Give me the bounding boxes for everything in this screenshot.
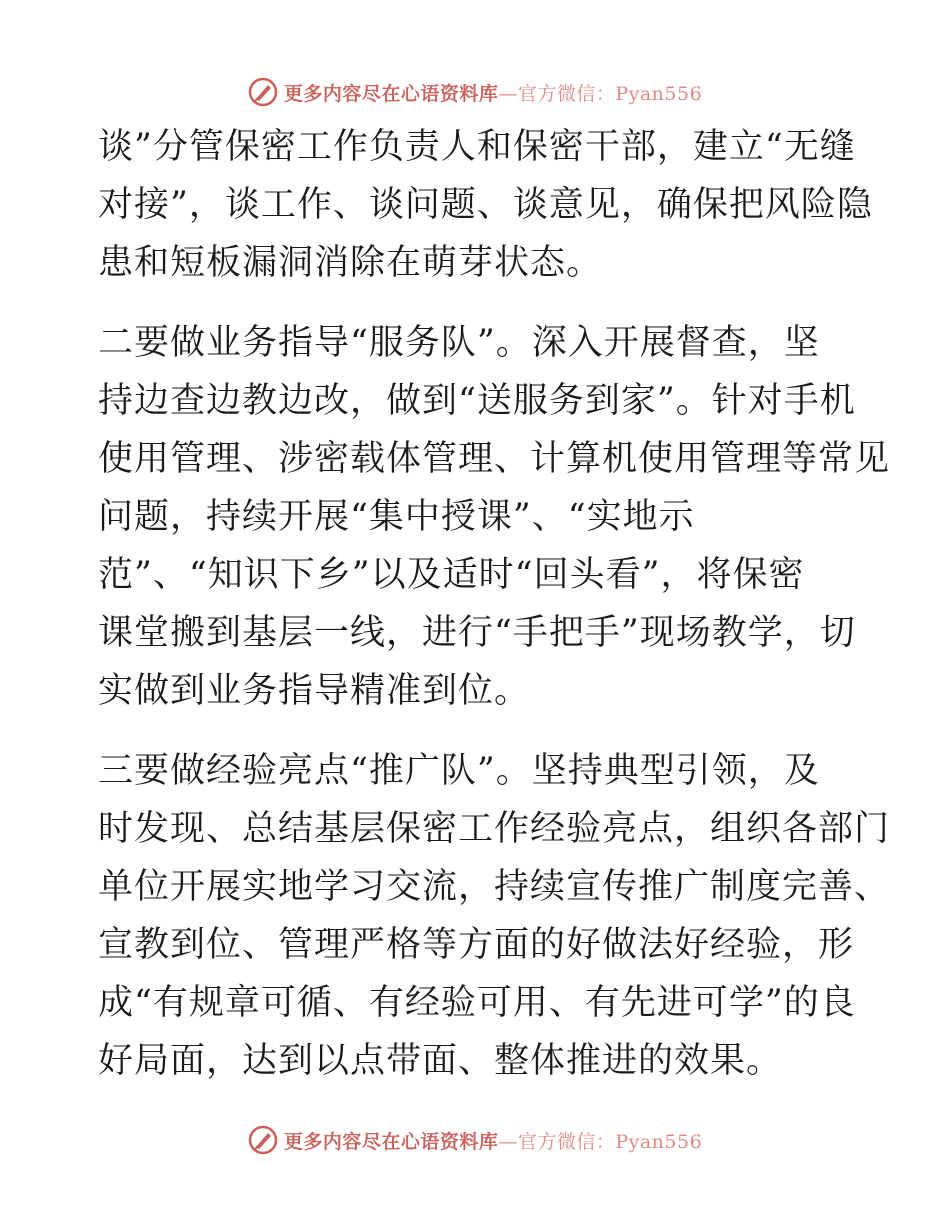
banner-wechat: —官方微信：Pyan556 xyxy=(498,1130,703,1153)
banner-site-name: 更多内容尽在心语资料库 xyxy=(283,82,499,105)
text-line: 时发现、总结基层保密工作经验亮点，组织各部门 xyxy=(98,809,891,849)
paragraph-1 xyxy=(98,118,873,292)
paragraph-2 xyxy=(98,314,891,720)
text-line: 范”、“知识下乡”以及适时“回头看”，将保密 xyxy=(98,555,805,595)
text-line: 课堂搬到基层一线，进行“手把手”现场教学，切 xyxy=(98,613,856,653)
quill-logo-icon xyxy=(248,77,278,107)
text-line: 三要做经验亮点“推广队”。坚持典型引领，及 xyxy=(98,751,820,791)
text-line: 实做到业务指导精准到位。 xyxy=(98,671,531,711)
text-line: 成“有规章可循、有经验可用、有先进可学”的良 xyxy=(98,983,856,1023)
header-banner xyxy=(0,72,950,112)
text-line: 宣教到位、管理严格等方面的好做法好经验，形 xyxy=(98,925,855,965)
banner-site-name: 更多内容尽在心语资料库 xyxy=(283,1130,499,1153)
text-line: 问题，持续开展“集中授课”、“实地示 xyxy=(98,497,695,537)
text-line: 患和短板漏洞消除在萌芽状态。 xyxy=(98,243,603,283)
document-body xyxy=(98,118,891,1090)
text-line: 持边查边教边改，做到“送服务到家”。针对手机 xyxy=(98,381,856,421)
quill-logo-icon xyxy=(248,1125,278,1155)
text-line: 单位开展实地学习交流，持续宣传推广制度完善、 xyxy=(98,867,891,907)
text-line: 好局面，达到以点带面、整体推进的效果。 xyxy=(98,1041,783,1081)
footer-banner xyxy=(0,1120,950,1160)
text-line: 对接”，谈工作、谈问题、谈意见，确保把风险隐 xyxy=(98,185,873,225)
text-line: 谈”分管保密工作负责人和保密干部，建立“无缝 xyxy=(98,127,856,167)
banner-wechat: —官方微信：Pyan556 xyxy=(498,82,703,105)
paragraph-3 xyxy=(98,742,891,1090)
text-line: 使用管理、涉密载体管理、计算机使用管理等常见 xyxy=(98,439,891,479)
text-line: 二要做业务指导“服务队”。深入开展督查，坚 xyxy=(98,323,820,363)
